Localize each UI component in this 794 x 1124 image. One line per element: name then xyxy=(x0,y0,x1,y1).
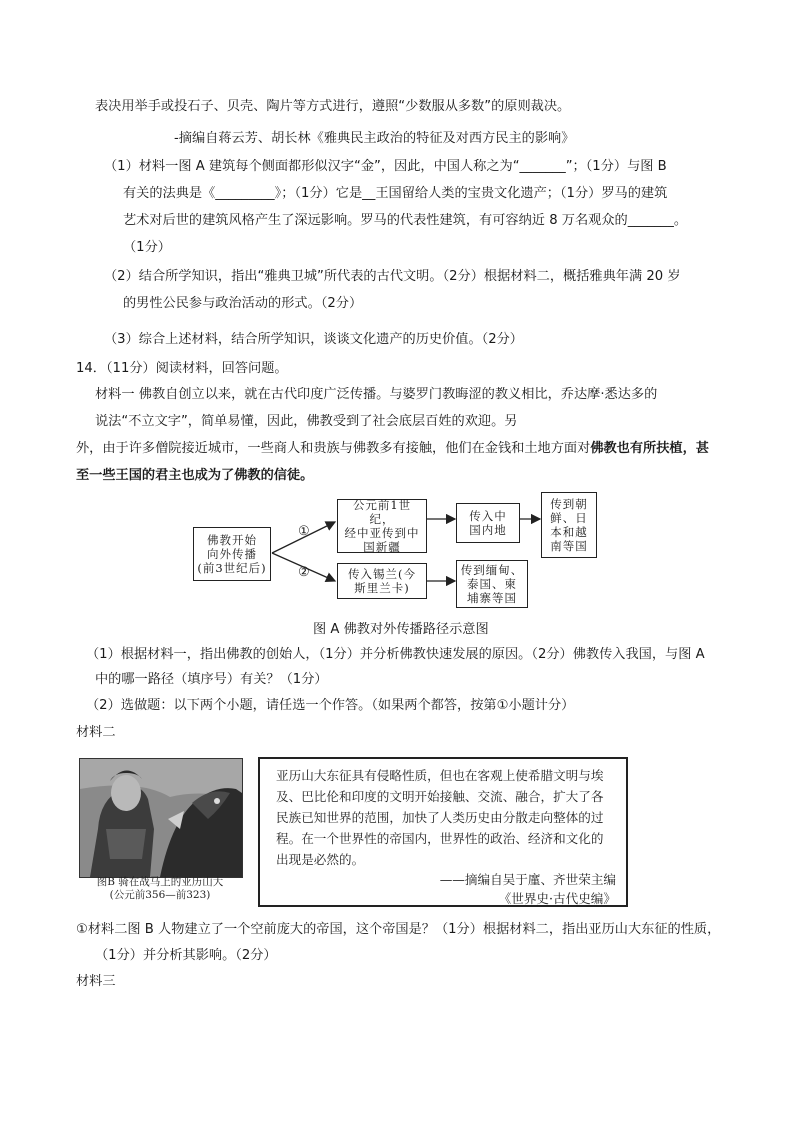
figure-b-caption xyxy=(79,876,241,906)
material-1-emphasis: 至一些王国的君主也成为了佛教的信徒。 xyxy=(76,468,314,483)
question-1-line: （1）材料一图 A 建筑每个侧面都形似汉字“金”，因此，中国人称之为“_______”；（1分）与图 B xyxy=(104,159,667,174)
sub-question-2: （2）选做题：以下两个小题，请任选一个作答。（如果两个都答，按第①小题计分） xyxy=(86,698,575,713)
sub-question-2-option-1: （1分）并分析其影响。（2分） xyxy=(95,948,277,963)
figure-a-caption: 图 A 佛教对外传播路径示意图 xyxy=(313,622,489,637)
question-14-heading: 14．（11分）阅读材料，回答问题。 xyxy=(76,361,288,376)
question-1-line: 艺术对后世的建筑风格产生了深远影响。罗马的代表性建筑，有可容纳近 8 万名观众的_______。 xyxy=(123,213,688,228)
alexander-illustration xyxy=(80,759,242,877)
material-1-emphasis: 佛教也有所扶植，甚 xyxy=(590,441,709,456)
question-3-line: （3）综合上述材料，结合所学知识，谈谈文化遗产的历史价值。（2分） xyxy=(104,332,523,347)
route-1-box-1: 公元前1世纪， 经中亚传到中 国新疆 xyxy=(337,499,427,553)
figure-b-caption-line: 图B 骑在战马上的亚历山大 xyxy=(96,876,224,888)
material-1-text: 外，由于许多僧院接近城市，一些商人和贵族与佛教多有接触，他们在金钱和土地方面对 xyxy=(76,441,591,456)
material-2-label: 材料二 xyxy=(76,725,116,740)
question-2-line: （2）结合所学知识，指出“雅典卫城”所代表的古代文明。（2分）根据材料二，概括雅典年满 20 岁 xyxy=(104,269,681,284)
quote-source: ——摘编自吴于廑、齐世荣主编 xyxy=(439,872,616,887)
material-3-label: 材料三 xyxy=(76,974,116,989)
quote-text: 亚历山大东征具有侵略性质，但也在客观上使希腊文明与埃及、巴比伦和印度的文明开始接触、交流、融合，扩大了各民族已知世界的范围，加快了人类历史由分散走向整体的过程。在一个世界性的帝国内，世界性的政治、经济和文化的出现是必然的。 xyxy=(276,768,604,867)
material-1-line: 说法“不立文字”，简单易懂，因此，佛教受到了社会底层百姓的欢迎。另 xyxy=(95,414,518,429)
route-1-box-2: 传入中 国内地 xyxy=(456,503,520,543)
sub-question-1: （1）根据材料一，指出佛教的创始人，（1分）并分析佛教快速发展的原因。（2分）佛教传入我国，与图 A xyxy=(86,647,705,662)
material-1-line: 材料一 佛教自创立以来，就在古代印度广泛传播。与婆罗门教晦涩的教义相比，乔达摩·悉达多的 xyxy=(95,387,658,402)
question-1-line: （1分） xyxy=(123,240,171,255)
route-1-box-3: 传到朝 鲜、日 本和越 南等国 xyxy=(541,492,597,558)
alexander-picture xyxy=(79,758,243,878)
source-citation: -摘编自蒋云芳、胡长林《雅典民主政治的特征及对西方民主的影响》 xyxy=(174,131,575,146)
quote-box xyxy=(258,757,628,907)
diagram-start-box: 佛教开始 向外传播 (前3世纪后) xyxy=(193,527,271,581)
question-1-line: 有关的法典是《_________》；（1分）它是__王国留给人类的宝贵文化遗产；（1分）罗马的建筑 xyxy=(123,186,668,201)
route-2-box-2: 传到缅甸、 泰国、柬 埔寨等国 xyxy=(456,560,528,608)
sub-question-2-option-1: ①材料二图 B 人物建立了一个空前庞大的帝国，这个帝国是？（1分）根据材料二，指出亚历山大东征的性质， xyxy=(76,922,721,937)
quote-source-book: 《世界史·古代史编》 xyxy=(498,891,616,906)
route-2-box-1: 传入锡兰(今 斯里兰卡) xyxy=(337,563,427,599)
question-2-line: 的男性公民参与政治活动的形式。（2分） xyxy=(123,296,363,311)
text-line: 表决用举手或投石子、贝壳、陶片等方式进行，遵照“少数服从多数”的原则裁决。 xyxy=(95,99,571,114)
sub-question-1: 中的哪一路径（填序号）有关？（1分） xyxy=(95,672,328,687)
route-1-label: ① xyxy=(298,524,310,539)
figure-b-caption-line: (公元前356—前323) xyxy=(109,889,211,901)
route-2-label: ② xyxy=(298,565,310,580)
